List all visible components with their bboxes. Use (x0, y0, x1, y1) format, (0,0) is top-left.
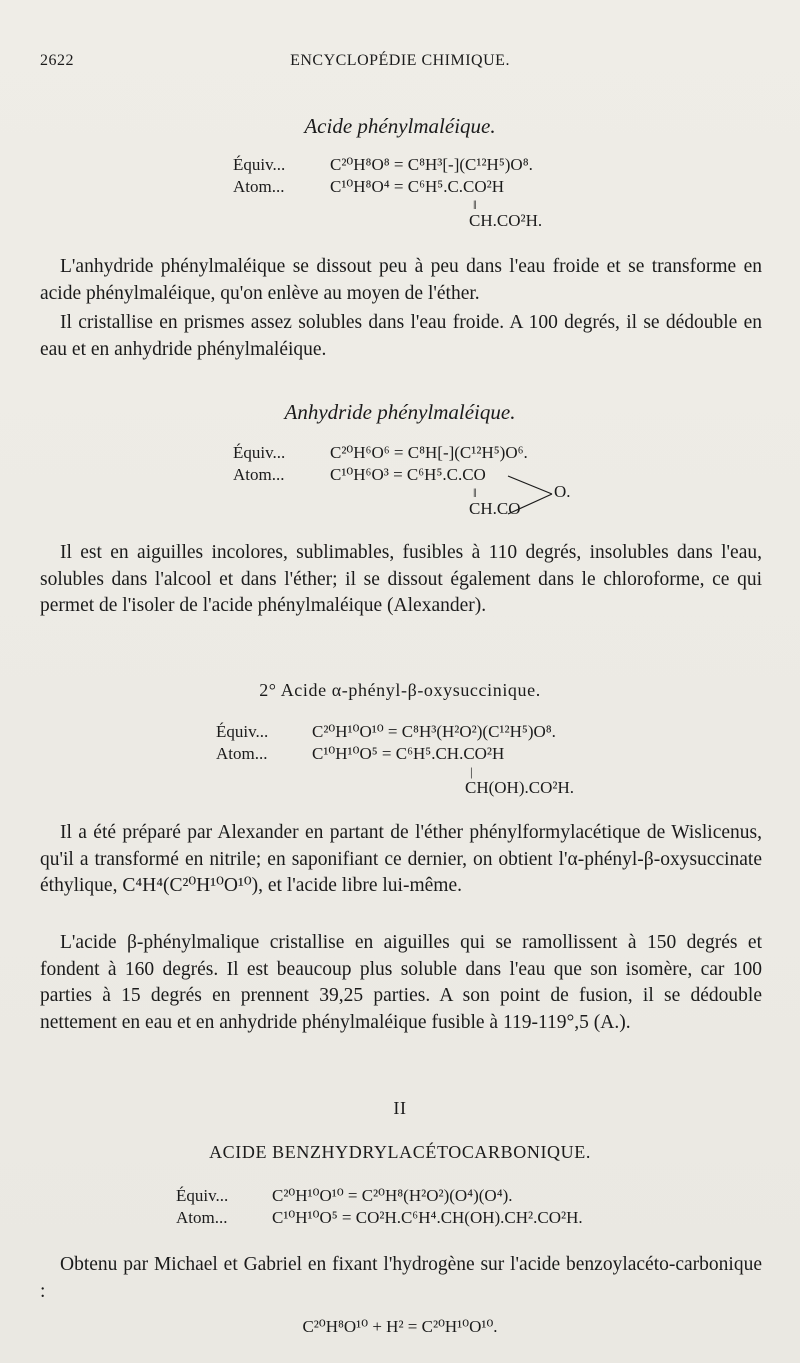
section-title-phenylmaleic-acid: Acide phénylmaléique. (304, 114, 496, 138)
paragraph: L'anhydride phénylmaléique se dissout peu à peu dans l'eau froide et se transforme en acide phénylmaléique, qu'on enlève au moyen de l'éther. (40, 256, 762, 304)
section-numeral: II (393, 1098, 407, 1118)
equiv-label: Équiv... (176, 1186, 229, 1205)
atom-label: Atom... (176, 1208, 228, 1227)
double-bond: ‖ (473, 197, 477, 212)
single-bond: | (470, 764, 473, 779)
running-title: ENCYCLOPÉDIE CHIMIQUE. (290, 52, 510, 69)
equiv-label: Équiv... (233, 155, 286, 174)
reaction-equation: C²⁰H⁸O¹⁰ + H² = C²⁰H¹⁰O¹⁰. (302, 1317, 498, 1336)
double-bond: ‖ (473, 485, 477, 500)
equiv-label: Équiv... (216, 722, 269, 741)
running-header (40, 52, 760, 74)
atom-label: Atom... (233, 177, 285, 196)
atom-formula: C¹⁰H⁸O⁴ = C⁶H⁵.C.CO²H (330, 177, 505, 196)
atom-formula-line2: CH.CO (469, 499, 521, 518)
bridge-oxygen: O. (554, 482, 571, 501)
section-title-benzhydrylacetocarbonic-acid: ACIDE BENZHYDRYLACÉTOCARBONIQUE. (209, 1142, 591, 1162)
paragraph: L'acide β-phénylmalique cristallise en aiguilles qui se ramollissent à 150 degrés et fondent à 160 degrés. Il est beaucoup plus soluble dans l'eau que son isomère, car 100 parties à 15 degrés en prennent 39,25 parties. A son point de fusion, il se dédouble nettement en eau et en anhydride phénylmaléique fusible à 119-119°,5 (A.). (40, 932, 762, 1033)
atom-formula: C¹⁰H¹⁰O⁵ = C⁶H⁵.CH.CO²H (312, 744, 505, 763)
equiv-formula: C²⁰H⁶O⁶ = C⁸H[-](C¹²H⁵)O⁶. (330, 443, 528, 462)
atom-label: Atom... (216, 744, 268, 763)
paragraph: Il a été préparé par Alexander en partant de l'éther phénylformylacétique de Wislicenus, qu'il a transformé en nitrile; en saponifiant ce dernier, on obtient l'α-phényl-β-oxysuccinate éthylique, C⁴H⁴(C²⁰H¹⁰O¹⁰), et l'acide libre lui-même. (40, 822, 762, 896)
paragraph: Obtenu par Michael et Gabriel en fixant l'hydrogène sur l'acide benzoylacéto-carbonique : (40, 1254, 762, 1302)
equiv-formula: C²⁰H¹⁰O¹⁰ = C⁸H³(H²O²)(C¹²H⁵)O⁸. (312, 722, 556, 741)
section-title-phenyl-oxysuccinic-acid: 2° Acide α-phényl-β-oxysuccinique. (259, 680, 541, 700)
atom-formula-line2: CH(OH).CO²H. (465, 778, 574, 797)
atom-formula-line2: CH.CO²H. (469, 211, 543, 230)
paragraph: Il est en aiguilles incolores, sublimables, fusibles à 110 degrés, insolubles dans l'eau, solubles dans l'alcool et dans l'éther; il se dissout également dans le chloroforme, ce qui permet de l'isoler de l'acide phénylmaléique (Alexander). (40, 542, 762, 616)
atom-label: Atom... (233, 465, 285, 484)
equiv-formula: C²⁰H⁸O⁸ = C⁸H³[-](C¹²H⁵)O⁸. (330, 155, 533, 174)
paragraph: Il cristallise en prismes assez solubles dans l'eau froide. A 100 degrés, il se dédouble en eau et en anhydride phénylmaléique. (40, 312, 762, 360)
page-number: 2622 (40, 52, 74, 69)
equiv-formula: C²⁰H¹⁰O¹⁰ = C²⁰H⁸(H²O²)(O⁴)(O⁴). (272, 1186, 513, 1205)
equiv-label: Équiv... (233, 443, 286, 462)
section-title-phenylmaleic-anhydride: Anhydride phénylmaléique. (284, 400, 516, 424)
atom-formula: C¹⁰H¹⁰O⁵ = CO²H.C⁶H⁴.CH(OH).CH².CO²H. (272, 1208, 583, 1227)
atom-formula: C¹⁰H⁶O³ = C⁶H⁵.C.CO (330, 465, 486, 484)
